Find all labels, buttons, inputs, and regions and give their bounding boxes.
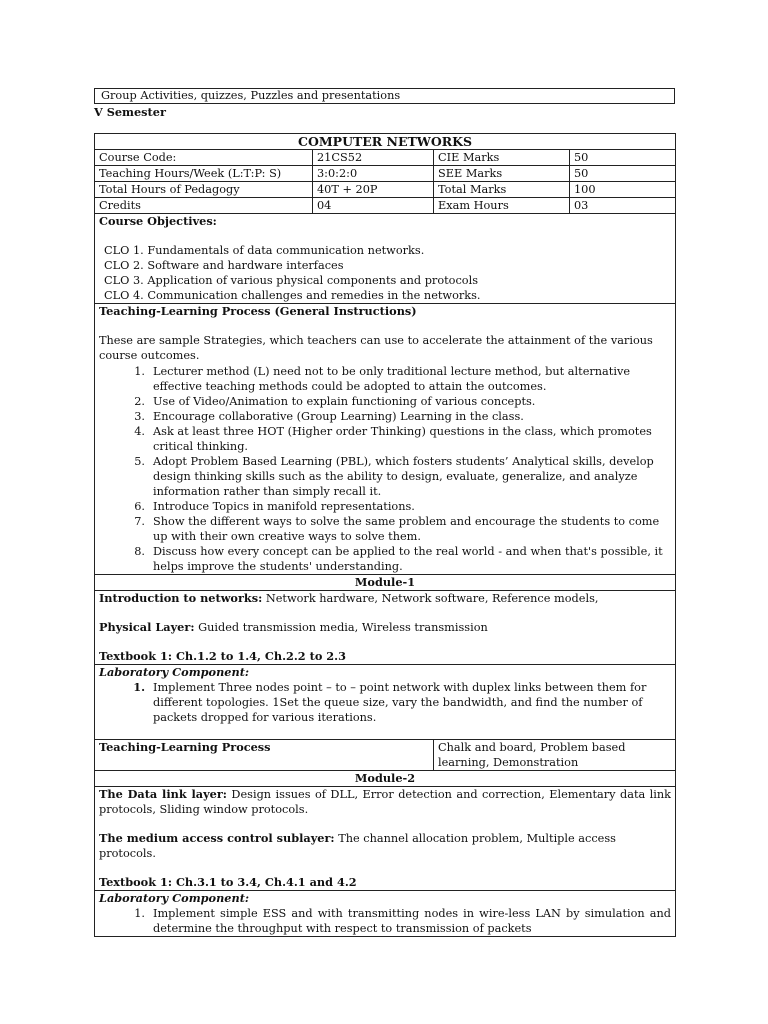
clo-item: CLO 2. Software and hardware interfaces	[104, 259, 344, 272]
tlp-list-item: 4. Ask at least three HOT (Higher order Thinking) questions in the class, which promotes critical thinking.	[134, 425, 652, 453]
module-1-lab-label: Laboratory Component:	[99, 665, 250, 679]
cie-marks-label: CIE Marks	[434, 150, 570, 166]
cie-marks-value: 50	[570, 150, 676, 166]
module-1-lab	[95, 665, 676, 740]
course-objectives-cell	[95, 214, 676, 304]
module-2-lab-item: 1. Implement simple ESS and with transmitting nodes in wire-less LAN by simulation and determine the throughput with respect to transmission of packets	[134, 907, 672, 935]
activities-box: Group Activities, quizzes, Puzzles and presentations	[94, 88, 675, 104]
tlp-list-item: 5. Adopt Problem Based Learning (PBL), which fosters students’ Analytical skills, develop design thinking skills such as the ability to design, evaluate, generalize, and analyze information rather than simply recall it.	[134, 455, 654, 498]
module-2-heading: Module-2	[95, 771, 676, 787]
tlp-list-item: 8. Discuss how every concept can be applied to the real world - and when that's possible, it helps improve the students' understanding.	[134, 545, 663, 573]
tlp-heading: Teaching-Learning Process (General Instructions)	[99, 304, 417, 318]
credits-value: 04	[313, 198, 434, 214]
module-1-intro: Introduction to networks: Network hardware, Network software, Reference models,	[99, 591, 599, 605]
module-1-lab-item: 1. Implement Three nodes point – to – point network with duplex links between them for different topologies. 1Set the queue size, vary the bandwidth, and find the number of packets dropped for various iterations.	[133, 680, 647, 724]
module-1-tlp-value: Chalk and board, Problem based learning, Demonstration	[434, 740, 676, 771]
clo-item: CLO 3. Application of various physical components and protocols	[104, 274, 479, 287]
course-code-label: Course Code:	[95, 150, 313, 166]
module-1-physical-layer: Physical Layer: Guided transmission media, Wireless transmission	[99, 620, 488, 634]
see-marks-label: SEE Marks	[434, 166, 570, 182]
module-1-tlp-label: Teaching-Learning Process	[95, 740, 434, 771]
clo-item: CLO 1. Fundamentals of data communication networks.	[104, 244, 425, 257]
course-objectives-heading: Course Objectives:	[99, 214, 217, 228]
teaching-hours-value: 3:0:2:0	[313, 166, 434, 182]
course-table	[94, 133, 676, 937]
tlp-list-item: 1. Lecturer method (L) need not to be only traditional lecture method, but alternative effective teaching methods could be adopted to attain the outcomes.	[134, 365, 631, 393]
module-1-heading: Module-1	[95, 575, 676, 591]
teaching-learning-cell	[95, 304, 676, 575]
pedagogy-hours-value: 40T + 20P	[313, 182, 434, 198]
module-1-textbook: Textbook 1: Ch.1.2 to 1.4, Ch.2.2 to 2.3	[99, 649, 346, 663]
module-2-lab-label: Laboratory Component:	[99, 891, 250, 905]
tlp-list-item: 3. Encourage collaborative (Group Learning) Learning in the class.	[134, 410, 524, 423]
clo-item: CLO 4. Communication challenges and remedies in the networks.	[104, 289, 481, 302]
tlp-intro: These are sample Strategies, which teachers can use to accelerate the attainment of the various course outcomes.	[99, 334, 653, 362]
total-marks-value: 100	[570, 182, 676, 198]
module-2-lab	[95, 891, 676, 937]
course-code-value: 21CS52	[313, 150, 434, 166]
tlp-list-item: 7. Show the different ways to solve the same problem and encourage the students to come up with their own creative ways to solve them.	[134, 515, 660, 543]
module-2-mac: The medium access control sublayer: The channel allocation problem, Multiple access protocols.	[99, 831, 616, 860]
pedagogy-hours-label: Total Hours of Pedagogy	[95, 182, 313, 198]
teaching-hours-label: Teaching Hours/Week (L:T:P: S)	[95, 166, 313, 182]
total-marks-label: Total Marks	[434, 182, 570, 198]
module-2-content	[95, 787, 676, 891]
tlp-list-item: 6. Introduce Topics in manifold representations.	[134, 500, 415, 513]
credits-label: Credits	[95, 198, 313, 214]
semester-label: V Semester	[94, 105, 166, 119]
exam-hours-value: 03	[570, 198, 676, 214]
module-2-dll: The Data link layer: Design issues of DLL, Error detection and correction, Elementary data link protocols, Sliding window protocols.	[99, 787, 672, 816]
module-1-content	[95, 591, 676, 665]
course-title: COMPUTER NETWORKS	[95, 134, 676, 150]
exam-hours-label: Exam Hours	[434, 198, 570, 214]
tlp-list-item: 2. Use of Video/Animation to explain functioning of various concepts.	[134, 395, 536, 408]
see-marks-value: 50	[570, 166, 676, 182]
module-2-textbook: Textbook 1: Ch.3.1 to 3.4, Ch.4.1 and 4.2	[99, 875, 357, 889]
